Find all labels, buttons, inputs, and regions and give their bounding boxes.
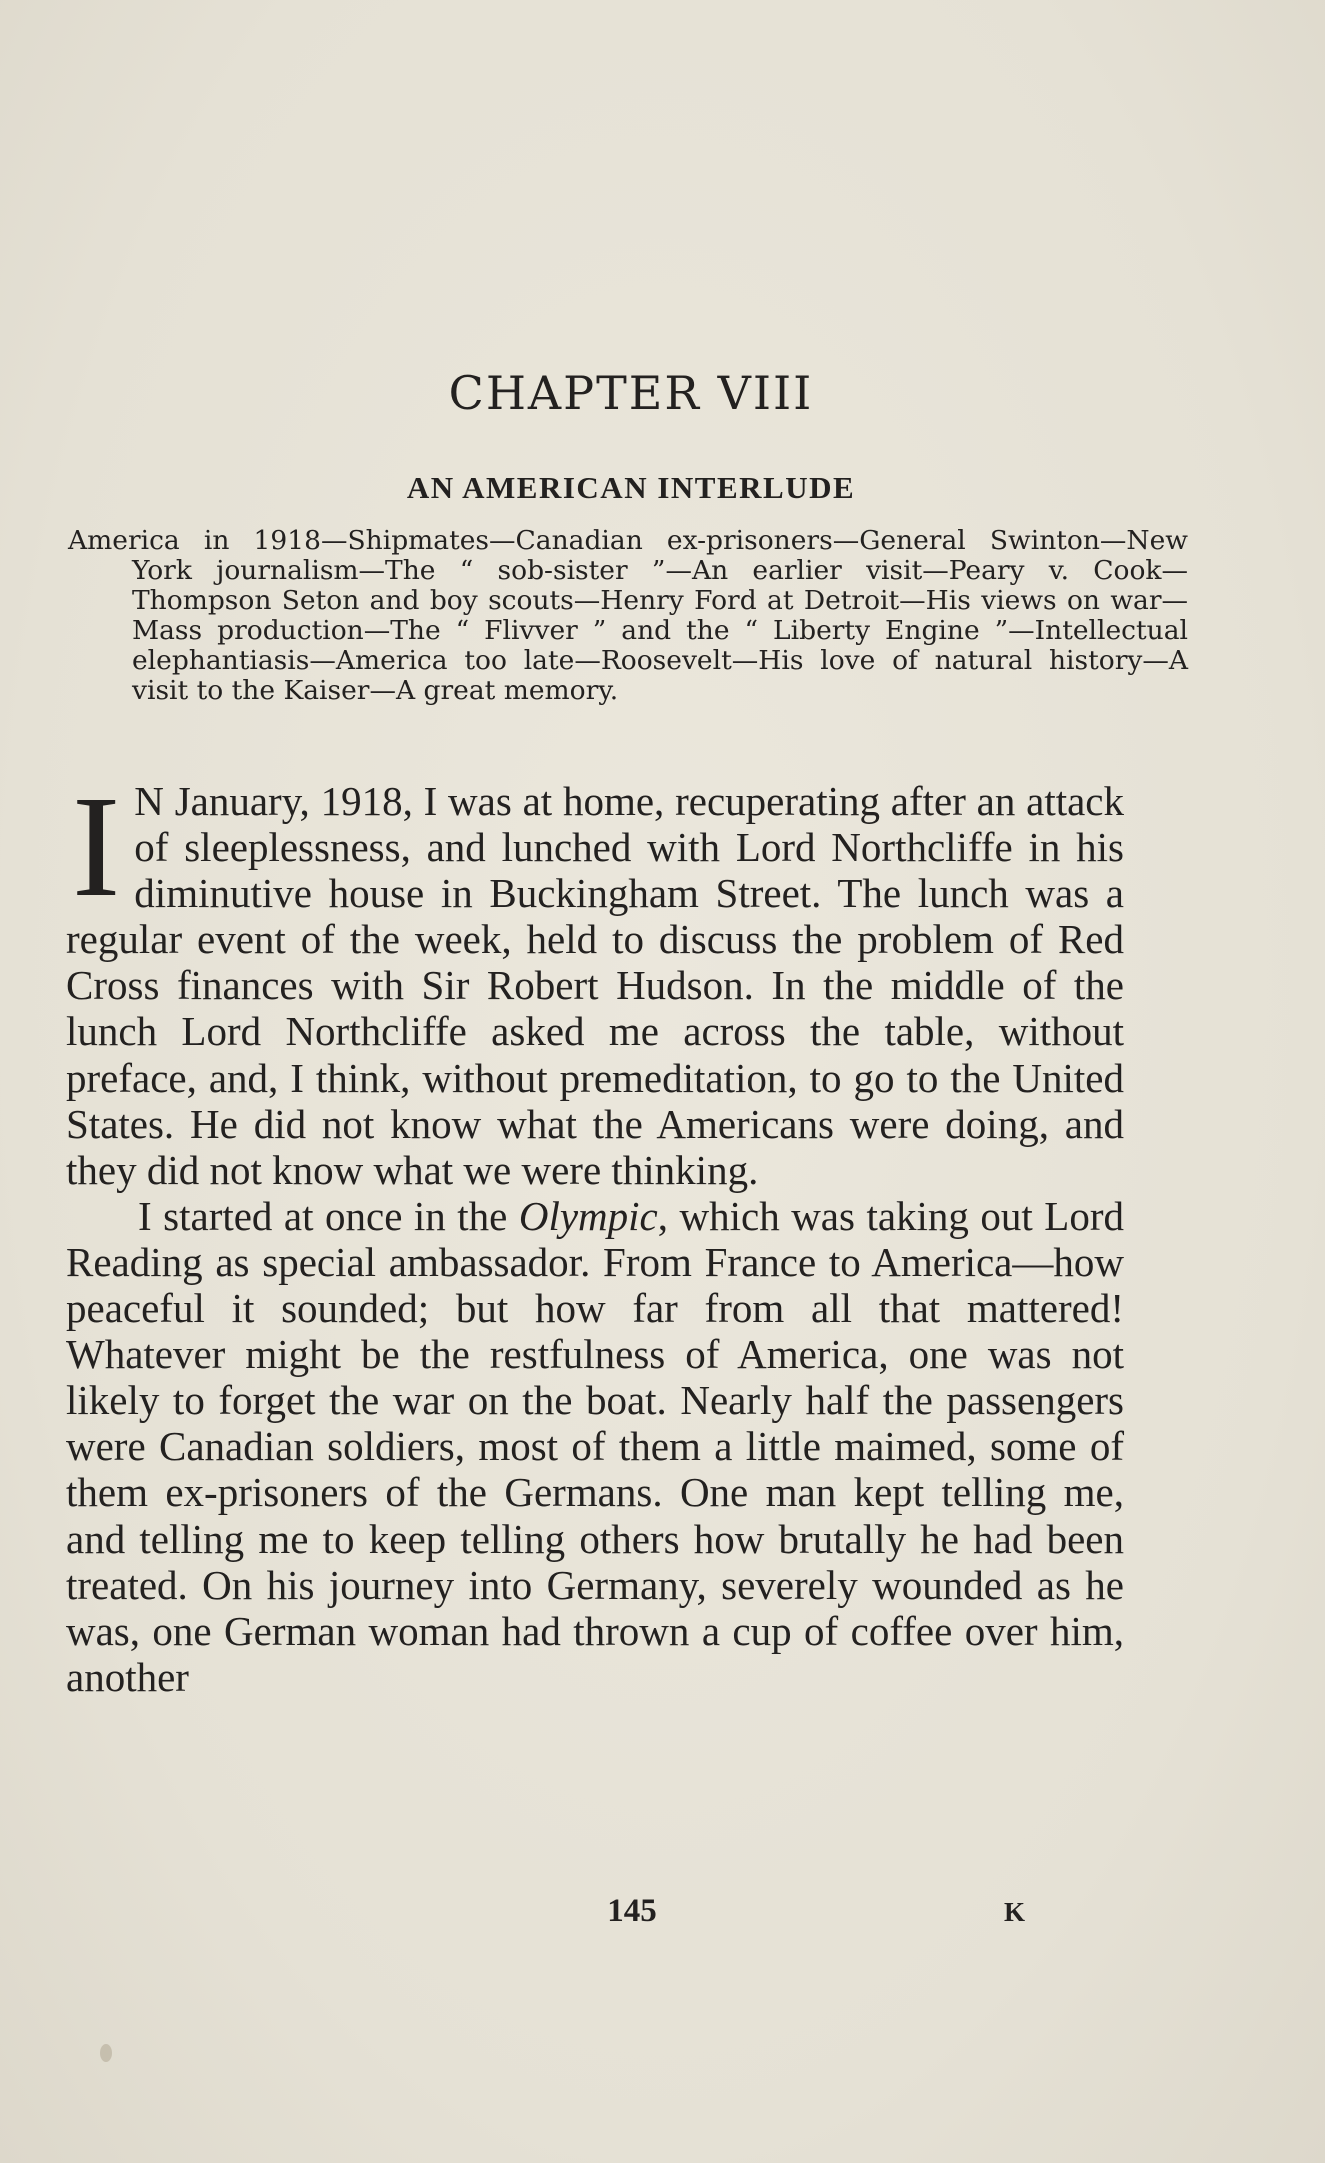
chapter-synopsis: America in 1918—Shipmates—Canadian ex-prisoners—General Swinton—New York journalism—The “ sob-sister ”—An earlier visit—Peary v. Cook—Thompson Seton and boy scouts—Henry Ford at Detroit—His views on war—Mass production—The “ Flivver ” and the “ Liberty Engine ”—Intellectual elephantiasis—America too late—Roosevelt—His love of natural history—A visit to the Kaiser—A great memory.	[68, 525, 1188, 706]
chapter-number: CHAPTER VIII	[448, 365, 814, 420]
paragraph-2	[66, 1193, 1124, 1700]
signature-mark: K	[1004, 1897, 1026, 1927]
chapter-title: AN AMERICAN INTERLUDE	[406, 469, 856, 505]
drop-cap: I	[72, 767, 121, 927]
paragraph-1	[66, 767, 1124, 1193]
paragraph-2-start: I started at once in the	[138, 1192, 519, 1239]
paragraph-1-text: N January, 1918, I was at home, recuperating after an attack of sleeplessness, and lunched with Lord Northcliffe in his diminutive house in Buckingham Street. The lunch was a regular event of the week, held to discuss the problem of Red Cross finances with Sir Robert Hudson. In the middle of the lunch Lord Northcliffe asked me across the table, without preface, and, I think, without premeditation, to go to the United States. He did not know what the Americans were doing, and they did not know what we were thinking.	[66, 778, 1124, 1193]
body-text	[66, 767, 1125, 1700]
paragraph-2-text: , which was taking out Lord Reading as special ambassador. From France to America—how peaceful it sounded; but how far from all that mattered! Whatever might be the restfulness of America, one was not likely to forget the war on the boat. Nearly half the passengers were Canadian soldiers, most of them a little maimed, some of them ex-prisoners of the Germans. One man kept telling me, and telling me to keep telling others how brutally he had been treated. On his journey into Germany, severely wounded as he was, one German woman had thrown a cup of coffee over him, another	[66, 1192, 1125, 1700]
paper-speck	[100, 2044, 112, 2062]
ship-name: Olympic	[518, 1192, 658, 1239]
page-number: 145	[607, 1893, 657, 1929]
